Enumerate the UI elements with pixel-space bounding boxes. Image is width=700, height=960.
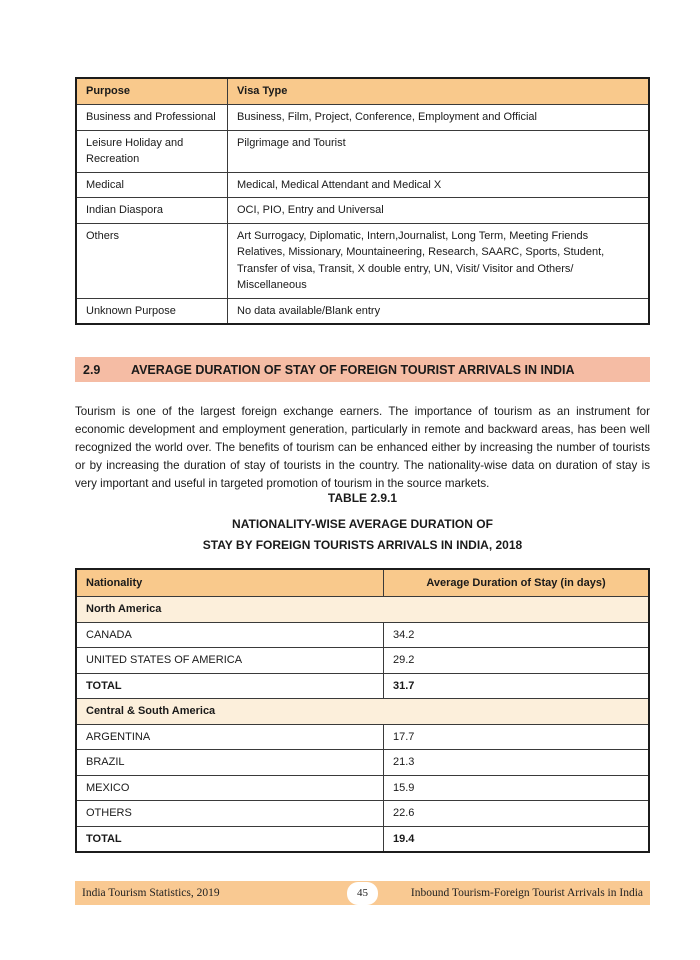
page-footer (75, 881, 650, 905)
total-row (76, 673, 649, 699)
footer-chapter-title: Inbound Tourism-Foreign Tourist Arrivals in India (410, 887, 643, 899)
visa-type-cell: Pilgrimage and Tourist (228, 130, 650, 172)
table-row (76, 298, 649, 324)
table-row (76, 622, 649, 648)
visa-header-purpose: Purpose (76, 78, 228, 105)
nationality-cell: BRAZIL (76, 750, 384, 776)
nationality-cell: OTHERS (76, 801, 384, 827)
section-title: AVERAGE DURATION OF STAY OF FOREIGN TOURIST ARRIVALS IN INDIA (131, 362, 575, 377)
table-row (76, 105, 649, 131)
table-291-label: TABLE 2.9.1 (327, 491, 398, 505)
table-row (76, 648, 649, 674)
footer-book-title: India Tourism Statistics, 2019 (82, 887, 220, 899)
value-cell: 15.9 (384, 775, 650, 801)
table-row (76, 223, 649, 298)
total-value-cell: 19.4 (384, 826, 650, 852)
visa-type-cell: OCI, PIO, Entry and Universal (228, 198, 650, 224)
value-cell: 21.3 (384, 750, 650, 776)
region-group-row (76, 699, 649, 725)
total-label-cell: TOTAL (76, 826, 384, 852)
nationality-cell: UNITED STATES OF AMERICA (76, 648, 384, 674)
intro-paragraph: Tourism is one of the largest foreign exchange earners. The importance of tourism as an instrument for economic development and employment generation, particularly in remote and backward areas, has been well recognized the world over. The benefits of tourism can be enhanced either by increasing the number of tourists or by increasing the duration of stay of tourists in the country. The nationality-wise data on duration of stay is very important and useful in targeted promotion of tourism in the source markets. (75, 404, 650, 491)
table-row (76, 130, 649, 172)
visa-type-table (75, 77, 650, 325)
purpose-cell: Medical (76, 172, 228, 198)
total-row (76, 826, 649, 852)
page-number-badge: 45 (347, 882, 378, 905)
nationality-cell: CANADA (76, 622, 384, 648)
table-row (76, 172, 649, 198)
stay-duration-table (75, 568, 650, 853)
nationality-cell: ARGENTINA (76, 724, 384, 750)
value-cell: 17.7 (384, 724, 650, 750)
visa-type-cell: Medical, Medical Attendant and Medical X (228, 172, 650, 198)
region-group-label: North America (76, 597, 649, 623)
region-group-row (76, 597, 649, 623)
total-value-cell: 31.7 (384, 673, 650, 699)
table-row (76, 198, 649, 224)
stay-header-value: Average Duration of Stay (in days) (384, 569, 650, 597)
purpose-cell: Business and Professional (76, 105, 228, 131)
value-cell: 34.2 (384, 622, 650, 648)
table-row (76, 775, 649, 801)
region-group-label: Central & South America (76, 699, 649, 725)
table-row (76, 724, 649, 750)
section-heading (75, 357, 650, 382)
visa-type-cell: No data available/Blank entry (228, 298, 650, 324)
purpose-cell: Leisure Holiday and Recreation (76, 130, 228, 172)
purpose-cell: Indian Diaspora (76, 198, 228, 224)
table-row (76, 801, 649, 827)
table-291-title (75, 514, 650, 556)
table-291-title-line1: NATIONALITY-WISE AVERAGE DURATION OF (232, 517, 493, 531)
purpose-cell: Others (76, 223, 228, 298)
value-cell: 29.2 (384, 648, 650, 674)
nationality-cell: MEXICO (76, 775, 384, 801)
table-291-title-line2: STAY BY FOREIGN TOURISTS ARRIVALS IN INDIA, 2018 (202, 538, 523, 552)
total-label-cell: TOTAL (76, 673, 384, 699)
value-cell: 22.6 (384, 801, 650, 827)
purpose-cell: Unknown Purpose (76, 298, 228, 324)
table-row (76, 750, 649, 776)
stay-header-nationality: Nationality (76, 569, 384, 597)
visa-table-header-row (76, 78, 649, 105)
visa-header-visa-type: Visa Type (228, 78, 650, 105)
visa-type-cell: Business, Film, Project, Conference, Employment and Official (228, 105, 650, 131)
section-number: 2.9 (83, 362, 101, 377)
visa-type-cell: Art Surrogacy, Diplomatic, Intern,Journalist, Long Term, Meeting Friends Relatives, Missionary, Mountaineering, Research, SAARC, Sports, Student, Transfer of visa, Transit, X double entry, UN, Visit/ Visitor and Others/ Miscellaneous (228, 223, 650, 298)
stay-table-header-row (76, 569, 649, 597)
